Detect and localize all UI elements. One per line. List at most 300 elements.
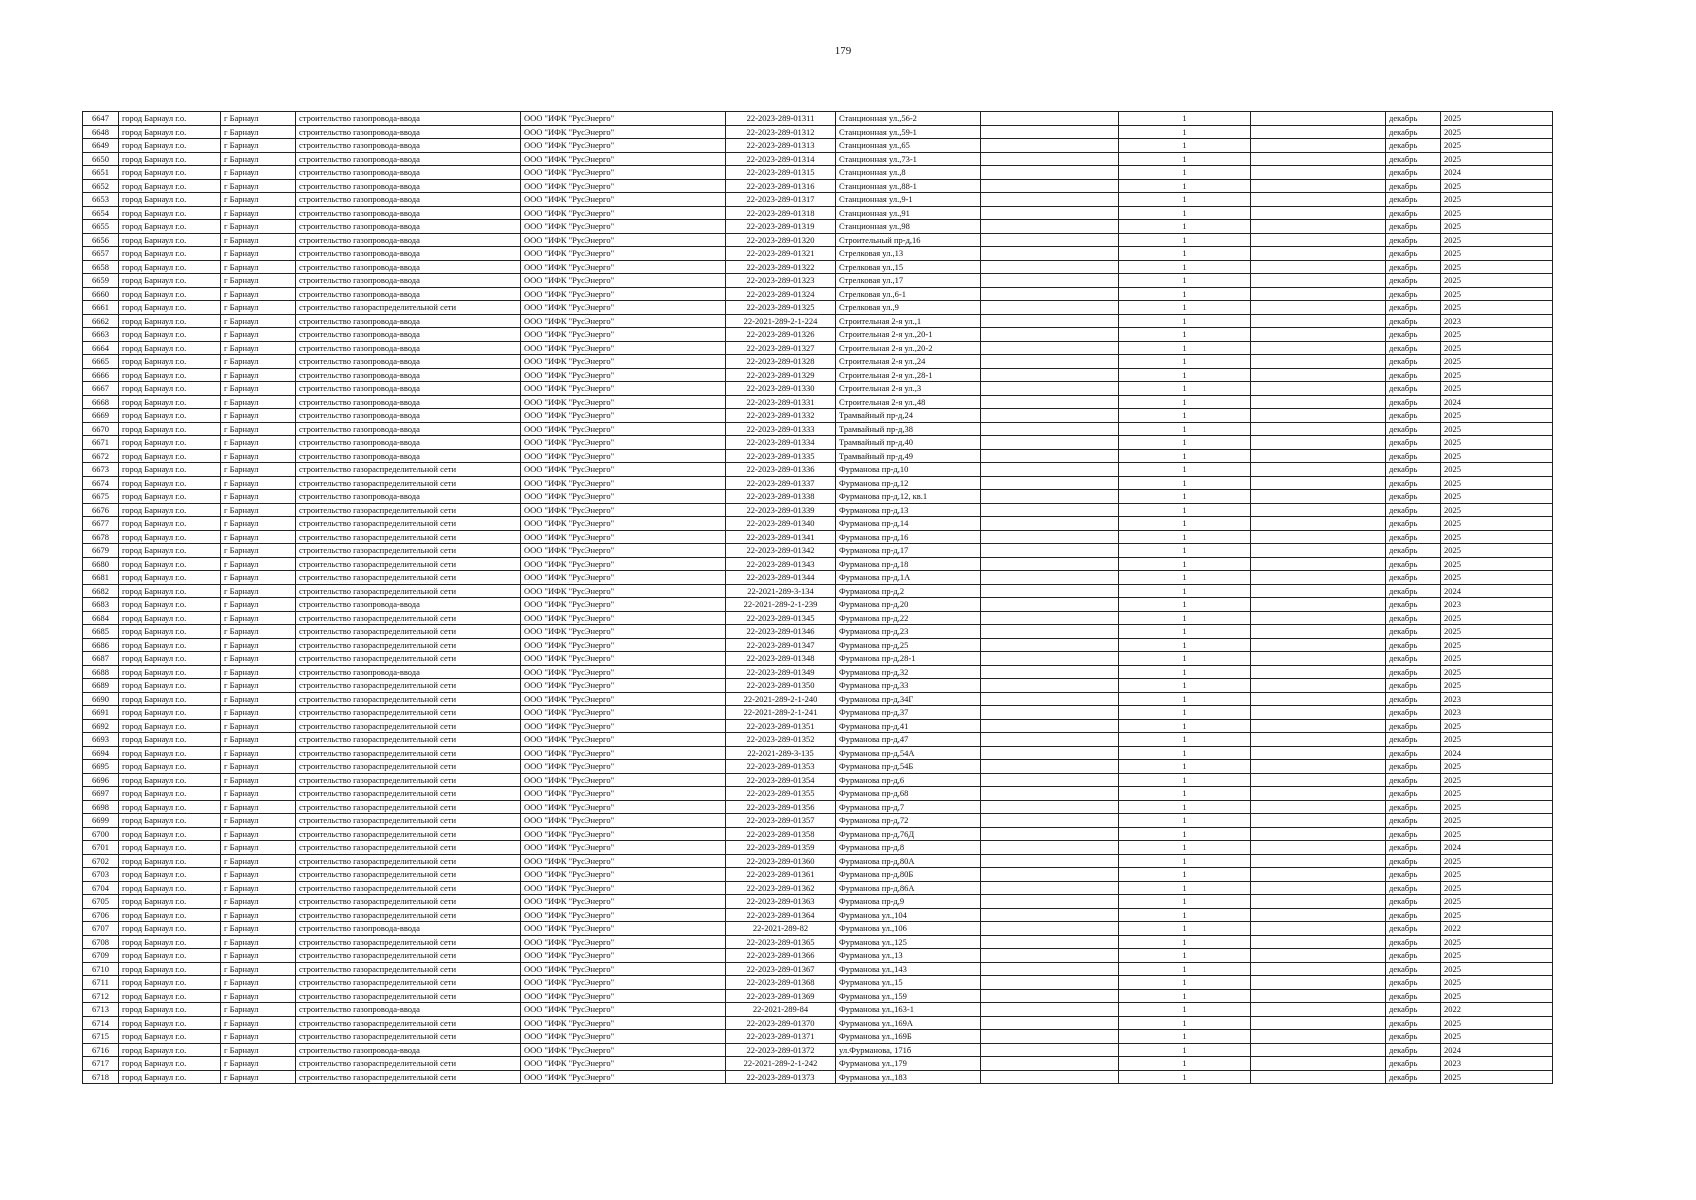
cell-municipality: город Барнаул г.о. — [119, 895, 221, 909]
cell-customer: ООО "ИФК "РусЭнерго" — [521, 449, 726, 463]
table-row — [83, 274, 1553, 288]
cell-year: 2025 — [1441, 517, 1553, 531]
table-row — [83, 962, 1553, 976]
cell-empty-col-10 — [1251, 868, 1386, 882]
cell-customer: ООО "ИФК "РусЭнерго" — [521, 220, 726, 234]
table-row — [83, 611, 1553, 625]
cell-month: декабрь — [1386, 1070, 1441, 1084]
cell-empty-col-10 — [1251, 328, 1386, 342]
cell-quantity: 1 — [1119, 1057, 1251, 1071]
cell-permit-number: 22-2023-289-01368 — [726, 976, 836, 990]
cell-permit-number: 22-2023-289-01315 — [726, 166, 836, 180]
cell-number: 6652 — [83, 179, 119, 193]
cell-permit-number: 22-2023-289-01337 — [726, 476, 836, 490]
cell-empty-col-10 — [1251, 233, 1386, 247]
cell-address: Фурманова пр-д,37 — [836, 706, 981, 720]
cell-month: декабрь — [1386, 760, 1441, 774]
table-row — [83, 449, 1553, 463]
cell-quantity: 1 — [1119, 422, 1251, 436]
cell-empty-col-8 — [981, 922, 1119, 936]
cell-permit-number: 22-2021-289-3-134 — [726, 584, 836, 598]
cell-month: декабрь — [1386, 328, 1441, 342]
table-row — [83, 328, 1553, 342]
cell-work-type: строительство газопровода-ввода — [296, 382, 521, 396]
cell-empty-col-10 — [1251, 773, 1386, 787]
cell-number: 6651 — [83, 166, 119, 180]
cell-quantity: 1 — [1119, 976, 1251, 990]
cell-permit-number: 22-2023-289-01319 — [726, 220, 836, 234]
table-row — [83, 800, 1553, 814]
cell-customer: ООО "ИФК "РусЭнерго" — [521, 463, 726, 477]
cell-empty-col-8 — [981, 719, 1119, 733]
cell-settlement: г Барнаул — [221, 908, 296, 922]
cell-settlement: г Барнаул — [221, 746, 296, 760]
cell-work-type: строительство газораспределительной сети — [296, 746, 521, 760]
cell-work-type: строительство газопровода-ввода — [296, 328, 521, 342]
cell-permit-number: 22-2023-289-01361 — [726, 868, 836, 882]
cell-permit-number: 22-2021-289-2-1-224 — [726, 314, 836, 328]
cell-number: 6668 — [83, 395, 119, 409]
cell-month: декабрь — [1386, 719, 1441, 733]
cell-quantity: 1 — [1119, 773, 1251, 787]
cell-permit-number: 22-2023-289-01318 — [726, 206, 836, 220]
cell-work-type: строительство газопровода-ввода — [296, 436, 521, 450]
cell-customer: ООО "ИФК "РусЭнерго" — [521, 355, 726, 369]
cell-month: декабрь — [1386, 827, 1441, 841]
cell-permit-number: 22-2023-289-01356 — [726, 800, 836, 814]
cell-empty-col-8 — [981, 787, 1119, 801]
cell-address: Трамвайный пр-д,40 — [836, 436, 981, 450]
cell-quantity: 1 — [1119, 814, 1251, 828]
cell-permit-number: 22-2023-289-01323 — [726, 274, 836, 288]
cell-permit-number: 22-2023-289-01329 — [726, 368, 836, 382]
cell-quantity: 1 — [1119, 287, 1251, 301]
cell-quantity: 1 — [1119, 679, 1251, 693]
cell-settlement: г Барнаул — [221, 166, 296, 180]
cell-work-type: строительство газораспределительной сети — [296, 949, 521, 963]
cell-year: 2025 — [1441, 341, 1553, 355]
cell-quantity: 1 — [1119, 1070, 1251, 1084]
cell-address: Фурманова пр-д,86А — [836, 881, 981, 895]
cell-month: декабрь — [1386, 800, 1441, 814]
cell-municipality: город Барнаул г.о. — [119, 206, 221, 220]
cell-month: декабрь — [1386, 152, 1441, 166]
cell-municipality: город Барнаул г.о. — [119, 1057, 221, 1071]
cell-month: декабрь — [1386, 503, 1441, 517]
cell-address: Фурманова пр-д,34Г — [836, 692, 981, 706]
cell-municipality: город Барнаул г.о. — [119, 800, 221, 814]
table-row — [83, 935, 1553, 949]
cell-empty-col-10 — [1251, 463, 1386, 477]
cell-year: 2025 — [1441, 895, 1553, 909]
cell-settlement: г Барнаул — [221, 949, 296, 963]
cell-settlement: г Барнаул — [221, 611, 296, 625]
cell-customer: ООО "ИФК "РусЭнерго" — [521, 260, 726, 274]
cell-municipality: город Барнаул г.о. — [119, 530, 221, 544]
cell-quantity: 1 — [1119, 476, 1251, 490]
cell-month: декабрь — [1386, 395, 1441, 409]
cell-customer: ООО "ИФК "РусЭнерго" — [521, 1043, 726, 1057]
cell-empty-col-10 — [1251, 854, 1386, 868]
cell-work-type: строительство газопровода-ввода — [296, 409, 521, 423]
cell-empty-col-8 — [981, 1043, 1119, 1057]
table-row — [83, 571, 1553, 585]
cell-address: Стрелковая ул.,15 — [836, 260, 981, 274]
cell-empty-col-10 — [1251, 449, 1386, 463]
cell-year: 2025 — [1441, 625, 1553, 639]
cell-empty-col-10 — [1251, 179, 1386, 193]
cell-empty-col-10 — [1251, 976, 1386, 990]
cell-number: 6677 — [83, 517, 119, 531]
cell-quantity: 1 — [1119, 139, 1251, 153]
cell-settlement: г Барнаул — [221, 827, 296, 841]
cell-permit-number: 22-2023-289-01317 — [726, 193, 836, 207]
cell-number: 6647 — [83, 112, 119, 126]
cell-month: декабрь — [1386, 463, 1441, 477]
cell-number: 6658 — [83, 260, 119, 274]
cell-municipality: город Барнаул г.о. — [119, 652, 221, 666]
cell-month: декабрь — [1386, 692, 1441, 706]
cell-customer: ООО "ИФК "РусЭнерго" — [521, 787, 726, 801]
cell-work-type: строительство газораспределительной сети — [296, 1030, 521, 1044]
cell-empty-col-8 — [981, 463, 1119, 477]
cell-empty-col-8 — [981, 355, 1119, 369]
cell-number: 6661 — [83, 301, 119, 315]
cell-permit-number: 22-2023-289-01365 — [726, 935, 836, 949]
cell-month: декабрь — [1386, 1057, 1441, 1071]
cell-month: декабрь — [1386, 179, 1441, 193]
cell-customer: ООО "ИФК "РусЭнерго" — [521, 490, 726, 504]
cell-empty-col-8 — [981, 1016, 1119, 1030]
cell-settlement: г Барнаул — [221, 679, 296, 693]
cell-month: декабрь — [1386, 598, 1441, 612]
cell-work-type: строительство газораспределительной сети — [296, 989, 521, 1003]
cell-municipality: город Барнаул г.о. — [119, 868, 221, 882]
cell-municipality: город Барнаул г.о. — [119, 1030, 221, 1044]
table-row — [83, 557, 1553, 571]
cell-number: 6685 — [83, 625, 119, 639]
cell-work-type: строительство газораспределительной сети — [296, 476, 521, 490]
cell-customer: ООО "ИФК "РусЭнерго" — [521, 706, 726, 720]
cell-settlement: г Барнаул — [221, 719, 296, 733]
cell-permit-number: 22-2023-289-01350 — [726, 679, 836, 693]
cell-permit-number: 22-2023-289-01328 — [726, 355, 836, 369]
cell-empty-col-8 — [981, 868, 1119, 882]
cell-customer: ООО "ИФК "РусЭнерго" — [521, 530, 726, 544]
cell-customer: ООО "ИФК "РусЭнерго" — [521, 301, 726, 315]
cell-number: 6666 — [83, 368, 119, 382]
cell-year: 2025 — [1441, 652, 1553, 666]
cell-number: 6702 — [83, 854, 119, 868]
cell-month: декабрь — [1386, 679, 1441, 693]
table-row — [83, 179, 1553, 193]
cell-address: Строительная 2-я ул.,3 — [836, 382, 981, 396]
cell-permit-number: 22-2021-289-3-135 — [726, 746, 836, 760]
cell-month: декабрь — [1386, 908, 1441, 922]
cell-municipality: город Барнаул г.о. — [119, 962, 221, 976]
cell-month: декабрь — [1386, 206, 1441, 220]
table-row — [83, 1057, 1553, 1071]
cell-settlement: г Барнаул — [221, 800, 296, 814]
cell-empty-col-8 — [981, 706, 1119, 720]
cell-customer: ООО "ИФК "РусЭнерго" — [521, 868, 726, 882]
cell-number: 6675 — [83, 490, 119, 504]
table-row — [83, 746, 1553, 760]
cell-quantity: 1 — [1119, 328, 1251, 342]
cell-customer: ООО "ИФК "РусЭнерго" — [521, 557, 726, 571]
table-row — [83, 125, 1553, 139]
cell-address: Стрелковая ул.,9 — [836, 301, 981, 315]
cell-quantity: 1 — [1119, 584, 1251, 598]
cell-settlement: г Барнаул — [221, 382, 296, 396]
cell-year: 2025 — [1441, 814, 1553, 828]
cell-address: Фурманова пр-д,9 — [836, 895, 981, 909]
cell-address: Фурманова пр-д,80Б — [836, 868, 981, 882]
cell-quantity: 1 — [1119, 922, 1251, 936]
cell-quantity: 1 — [1119, 206, 1251, 220]
cell-month: декабрь — [1386, 530, 1441, 544]
cell-year: 2025 — [1441, 827, 1553, 841]
cell-month: декабрь — [1386, 422, 1441, 436]
cell-work-type: строительство газораспределительной сети — [296, 827, 521, 841]
cell-address: Фурманова пр-д,6 — [836, 773, 981, 787]
cell-address: Фурманова пр-д,18 — [836, 557, 981, 571]
cell-empty-col-8 — [981, 598, 1119, 612]
cell-permit-number: 22-2023-289-01359 — [726, 841, 836, 855]
cell-work-type: строительство газораспределительной сети — [296, 800, 521, 814]
cell-year: 2025 — [1441, 976, 1553, 990]
cell-number: 6704 — [83, 881, 119, 895]
cell-number: 6667 — [83, 382, 119, 396]
cell-quantity: 1 — [1119, 692, 1251, 706]
cell-permit-number: 22-2021-289-2-1-242 — [726, 1057, 836, 1071]
cell-empty-col-8 — [981, 449, 1119, 463]
cell-work-type: строительство газораспределительной сети — [296, 692, 521, 706]
cell-work-type: строительство газопровода-ввода — [296, 125, 521, 139]
cell-settlement: г Барнаул — [221, 341, 296, 355]
cell-number: 6659 — [83, 274, 119, 288]
cell-year: 2025 — [1441, 868, 1553, 882]
cell-month: декабрь — [1386, 787, 1441, 801]
cell-permit-number: 22-2023-289-01342 — [726, 544, 836, 558]
cell-quantity: 1 — [1119, 544, 1251, 558]
cell-settlement: г Барнаул — [221, 152, 296, 166]
cell-month: декабрь — [1386, 436, 1441, 450]
cell-empty-col-8 — [981, 949, 1119, 963]
cell-permit-number: 22-2021-289-82 — [726, 922, 836, 936]
cell-number: 6655 — [83, 220, 119, 234]
table-row — [83, 719, 1553, 733]
cell-work-type: строительство газопровода-ввода — [296, 274, 521, 288]
cell-empty-col-10 — [1251, 476, 1386, 490]
cell-quantity: 1 — [1119, 962, 1251, 976]
cell-address: Фурманова пр-д,23 — [836, 625, 981, 639]
cell-work-type: строительство газопровода-ввода — [296, 355, 521, 369]
table-row — [83, 517, 1553, 531]
cell-empty-col-8 — [981, 436, 1119, 450]
cell-month: декабрь — [1386, 341, 1441, 355]
cell-empty-col-10 — [1251, 625, 1386, 639]
cell-settlement: г Барнаул — [221, 881, 296, 895]
cell-address: Фурманова пр-д,33 — [836, 679, 981, 693]
cell-municipality: город Барнаул г.о. — [119, 517, 221, 531]
cell-customer: ООО "ИФК "РусЭнерго" — [521, 1030, 726, 1044]
cell-settlement: г Барнаул — [221, 139, 296, 153]
cell-settlement: г Барнаул — [221, 409, 296, 423]
cell-month: декабрь — [1386, 746, 1441, 760]
cell-empty-col-10 — [1251, 760, 1386, 774]
cell-empty-col-10 — [1251, 274, 1386, 288]
cell-month: декабрь — [1386, 193, 1441, 207]
cell-empty-col-8 — [981, 571, 1119, 585]
table-row — [83, 895, 1553, 909]
cell-municipality: город Барнаул г.о. — [119, 1003, 221, 1017]
cell-number: 6695 — [83, 760, 119, 774]
cell-permit-number: 22-2023-289-01355 — [726, 787, 836, 801]
cell-permit-number: 22-2023-289-01326 — [726, 328, 836, 342]
cell-municipality: город Барнаул г.о. — [119, 989, 221, 1003]
cell-empty-col-8 — [981, 206, 1119, 220]
cell-number: 6676 — [83, 503, 119, 517]
cell-quantity: 1 — [1119, 935, 1251, 949]
cell-quantity: 1 — [1119, 854, 1251, 868]
cell-month: декабрь — [1386, 301, 1441, 315]
cell-quantity: 1 — [1119, 112, 1251, 126]
cell-empty-col-8 — [981, 301, 1119, 315]
table-row — [83, 287, 1553, 301]
cell-permit-number: 22-2023-289-01321 — [726, 247, 836, 261]
cell-number: 6649 — [83, 139, 119, 153]
cell-empty-col-10 — [1251, 787, 1386, 801]
cell-permit-number: 22-2023-289-01331 — [726, 395, 836, 409]
table-row — [83, 841, 1553, 855]
cell-settlement: г Барнаул — [221, 544, 296, 558]
cell-year: 2025 — [1441, 382, 1553, 396]
cell-month: декабрь — [1386, 665, 1441, 679]
cell-work-type: строительство газопровода-ввода — [296, 1043, 521, 1057]
cell-work-type: строительство газопровода-ввода — [296, 341, 521, 355]
cell-customer: ООО "ИФК "РусЭнерго" — [521, 571, 726, 585]
table-row — [83, 139, 1553, 153]
cell-empty-col-10 — [1251, 692, 1386, 706]
cell-number: 6648 — [83, 125, 119, 139]
cell-customer: ООО "ИФК "РусЭнерго" — [521, 692, 726, 706]
cell-quantity: 1 — [1119, 908, 1251, 922]
cell-municipality: город Барнаул г.о. — [119, 692, 221, 706]
cell-customer: ООО "ИФК "РусЭнерго" — [521, 1057, 726, 1071]
cell-number: 6710 — [83, 962, 119, 976]
cell-customer: ООО "ИФК "РусЭнерго" — [521, 1070, 726, 1084]
table-row — [83, 233, 1553, 247]
cell-permit-number: 22-2023-289-01341 — [726, 530, 836, 544]
cell-number: 6672 — [83, 449, 119, 463]
cell-year: 2025 — [1441, 544, 1553, 558]
cell-number: 6693 — [83, 733, 119, 747]
cell-settlement: г Барнаул — [221, 449, 296, 463]
table-row — [83, 706, 1553, 720]
cell-empty-col-8 — [981, 112, 1119, 126]
cell-settlement: г Барнаул — [221, 733, 296, 747]
cell-municipality: город Барнаул г.о. — [119, 503, 221, 517]
cell-permit-number: 22-2023-289-01325 — [726, 301, 836, 315]
cell-customer: ООО "ИФК "РусЭнерго" — [521, 544, 726, 558]
cell-empty-col-8 — [981, 139, 1119, 153]
cell-customer: ООО "ИФК "РусЭнерго" — [521, 422, 726, 436]
table-row — [83, 544, 1553, 558]
cell-settlement: г Барнаул — [221, 706, 296, 720]
cell-customer: ООО "ИФК "РусЭнерго" — [521, 922, 726, 936]
cell-quantity: 1 — [1119, 355, 1251, 369]
cell-settlement: г Барнаул — [221, 233, 296, 247]
cell-settlement: г Барнаул — [221, 260, 296, 274]
cell-address: Фурманова ул.,159 — [836, 989, 981, 1003]
cell-year: 2025 — [1441, 800, 1553, 814]
cell-address: Фурманова пр-д,1А — [836, 571, 981, 585]
cell-empty-col-8 — [981, 260, 1119, 274]
cell-year: 2025 — [1441, 274, 1553, 288]
table-row — [83, 422, 1553, 436]
cell-empty-col-10 — [1251, 301, 1386, 315]
table-row — [83, 584, 1553, 598]
cell-work-type: строительство газопровода-ввода — [296, 1003, 521, 1017]
cell-municipality: город Барнаул г.о. — [119, 341, 221, 355]
cell-work-type: строительство газораспределительной сети — [296, 719, 521, 733]
cell-customer: ООО "ИФК "РусЭнерго" — [521, 665, 726, 679]
cell-work-type: строительство газораспределительной сети — [296, 962, 521, 976]
cell-number: 6654 — [83, 206, 119, 220]
cell-number: 6671 — [83, 436, 119, 450]
cell-year: 2025 — [1441, 328, 1553, 342]
cell-permit-number: 22-2021-289-84 — [726, 1003, 836, 1017]
cell-month: декабрь — [1386, 476, 1441, 490]
cell-quantity: 1 — [1119, 220, 1251, 234]
cell-month: декабрь — [1386, 274, 1441, 288]
cell-year: 2025 — [1441, 125, 1553, 139]
cell-year: 2025 — [1441, 152, 1553, 166]
cell-customer: ООО "ИФК "РусЭнерго" — [521, 908, 726, 922]
cell-settlement: г Барнаул — [221, 422, 296, 436]
cell-permit-number: 22-2023-289-01344 — [726, 571, 836, 585]
cell-empty-col-10 — [1251, 287, 1386, 301]
cell-address: Трамвайный пр-д,24 — [836, 409, 981, 423]
cell-quantity: 1 — [1119, 247, 1251, 261]
table-row — [83, 314, 1553, 328]
cell-quantity: 1 — [1119, 827, 1251, 841]
cell-month: декабрь — [1386, 922, 1441, 936]
cell-municipality: город Барнаул г.о. — [119, 395, 221, 409]
cell-municipality: город Барнаул г.о. — [119, 287, 221, 301]
cell-work-type: строительство газопровода-ввода — [296, 260, 521, 274]
cell-customer: ООО "ИФК "РусЭнерго" — [521, 125, 726, 139]
cell-municipality: город Барнаул г.о. — [119, 557, 221, 571]
table-row — [83, 949, 1553, 963]
cell-empty-col-10 — [1251, 193, 1386, 207]
cell-permit-number: 22-2023-289-01313 — [726, 139, 836, 153]
cell-settlement: г Барнаул — [221, 517, 296, 531]
cell-municipality: город Барнаул г.о. — [119, 746, 221, 760]
cell-permit-number: 22-2023-289-01347 — [726, 638, 836, 652]
cell-permit-number: 22-2023-289-01332 — [726, 409, 836, 423]
cell-municipality: город Барнаул г.о. — [119, 260, 221, 274]
cell-number: 6716 — [83, 1043, 119, 1057]
table-row — [83, 1043, 1553, 1057]
cell-settlement: г Барнаул — [221, 976, 296, 990]
cell-quantity: 1 — [1119, 436, 1251, 450]
table-row — [83, 395, 1553, 409]
cell-number: 6679 — [83, 544, 119, 558]
cell-number: 6660 — [83, 287, 119, 301]
cell-quantity: 1 — [1119, 179, 1251, 193]
